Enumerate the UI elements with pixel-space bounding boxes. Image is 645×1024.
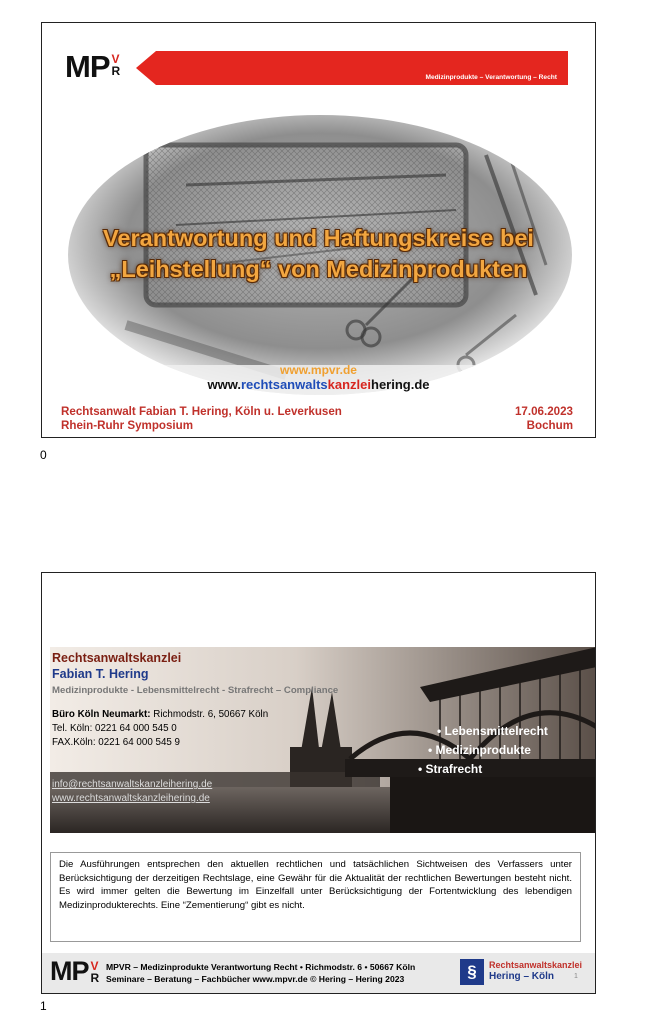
banner-tagline: Medizinprodukte – Verantwortung – Recht	[425, 74, 557, 81]
firm-name: Rechtsanwaltskanzlei	[52, 651, 182, 665]
bullet-medizinprodukte: • Medizinprodukte	[428, 743, 531, 757]
website-link[interactable]: www.rechtsanwaltskanzleihering.de	[52, 793, 210, 804]
kanzlei-website: www.rechtsanwaltskanzleihering.de	[207, 377, 430, 392]
footer-services: Seminare – Beratung – Fachbücher www.mpvr.de © Hering – Hering 2023	[106, 974, 405, 984]
practice-areas: Medizinprodukte - Lebensmittelrecht - Strafrecht – Compliance	[52, 685, 339, 696]
office-address: Büro Köln Neumarkt: Richmodstr. 6, 50667 Köln	[52, 709, 269, 720]
phone-number: Tel. Köln: 0221 64 000 545 0	[52, 723, 177, 734]
fax-number: FAX.Köln: 0221 64 000 545 9	[52, 737, 181, 748]
page-number: 1	[40, 999, 47, 1013]
mpvr-logo: MP V R	[65, 49, 121, 84]
slide-number: 1	[574, 973, 578, 980]
page-number: 0	[40, 448, 47, 462]
email-link[interactable]: info@rechtsanwaltskanzleihering.de	[52, 779, 213, 790]
mpvr-logo-footer: MP V R	[50, 956, 100, 986]
bullet-lebensmittelrecht: • Lebensmittelrecht	[437, 724, 548, 738]
title-slide	[41, 22, 596, 438]
red-banner	[136, 51, 568, 89]
author: Rechtsanwalt Fabian T. Hering, Köln u. Leverkusen	[61, 405, 342, 418]
event-date: 17.06.2023	[514, 405, 573, 418]
footer-address: MPVR – Medizinprodukte Verantwortung Recht • Richmodstr. 6 • 50667 Köln	[106, 962, 416, 972]
presentation-title: Verantwortung und Haftungskreise bei „Leihstellung“ von Medizinprodukten	[103, 225, 534, 282]
contact-slide	[41, 572, 596, 994]
paragraph-icon: §	[460, 959, 484, 985]
event-name: Rhein-Ruhr Symposium	[61, 419, 194, 432]
event-city: Bochum	[526, 419, 573, 432]
disclaimer-box: Die Ausführungen entsprechen den aktuellen rechtlichen und tatsächlichen Sichtweisen des Verfassers unter Berücksichtigung der derzeitigen Rechtslage, eine Gewähr für die Aktualität der rechtlichen Bewertungen besteht nicht. Es wird immer gelten die Bewertung im Einzelfall unter Berücksichtigung der Fortentwicklung des lebendigen Medizinprodukterechts. Eine “Zementierung“ gibt es nicht.	[50, 852, 581, 942]
bullet-strafrecht: • Strafrecht	[418, 762, 483, 776]
badge-firm: Rechtsanwaltskanzlei	[489, 960, 583, 970]
badge-location: Hering – Köln	[489, 971, 555, 982]
lawyer-name: Fabian T. Hering	[52, 667, 149, 681]
mpvr-website: www.mpvr.de	[280, 363, 357, 377]
